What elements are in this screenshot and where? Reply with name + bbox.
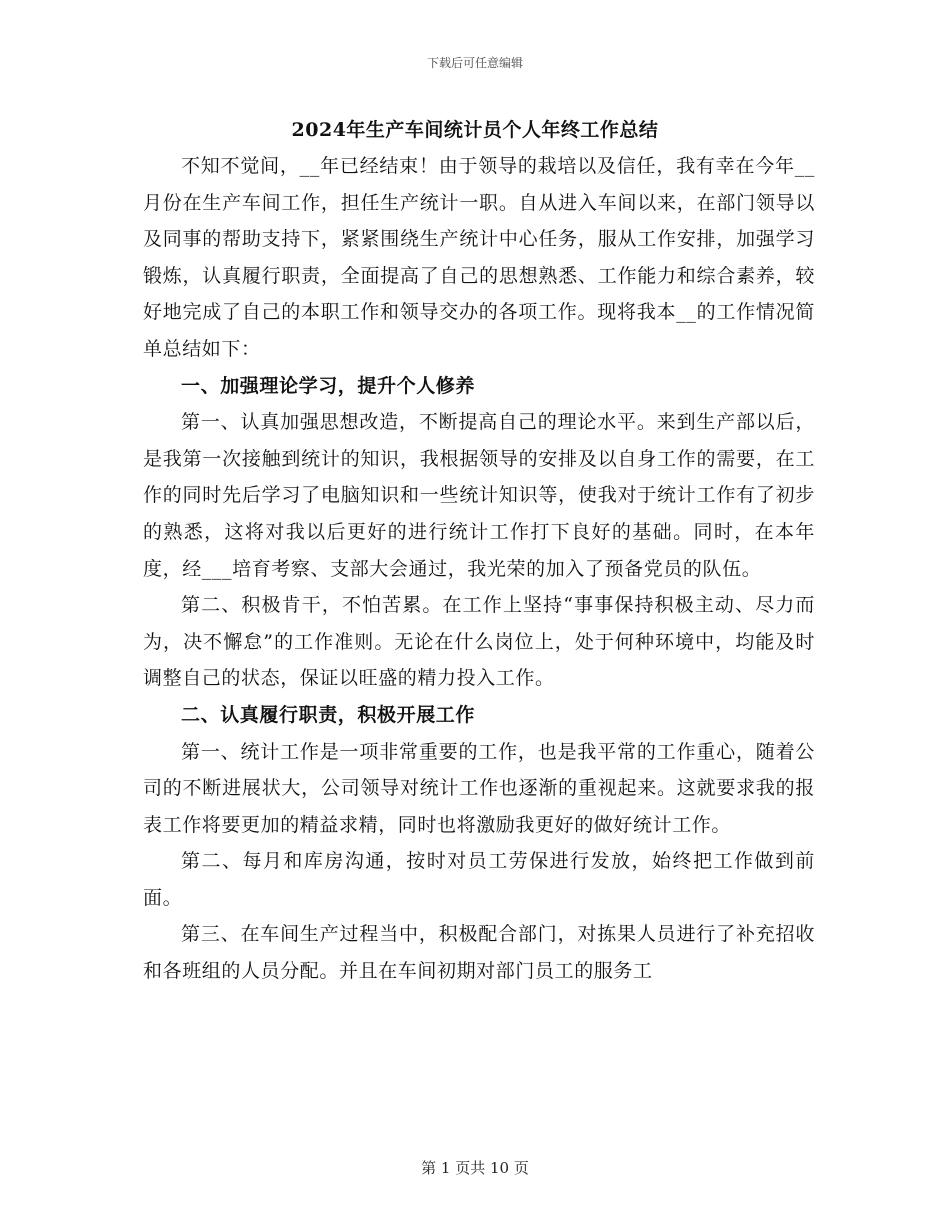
- document-title: 2024年生产车间统计员个人年终工作总结: [291, 119, 659, 141]
- page-header-note: 下载后可任意编辑: [426, 56, 523, 70]
- page-number: 第 1 页共 10 页: [421, 1159, 529, 1177]
- section-heading-1: 一、加强理论学习，提升个人修养: [181, 374, 476, 397]
- paragraph-workshop: 第三、在车间生产过程当中，积极配合部门，对拣果人员进行了补充招收和各班组的人员分配。并且在车间初期对部门员工的服务工: [143, 923, 815, 983]
- paragraph-hardworking: 第二、积极肯干，不怕苦累。在工作上坚持“事事保持积极主动、尽力而为，决不懈怠”的工作准则。无论在什么岗位上，处于何种环境中，均能及时调整自己的状态，保证以旺盛的精力投入工作。: [143, 594, 815, 690]
- paragraph-warehouse: 第二、每月和库房沟通，按时对员工劳保进行发放，始终把工作做到前面。: [143, 850, 815, 909]
- section-heading-2: 二、认真履行职责，积极开展工作: [181, 703, 476, 726]
- document-body: [143, 148, 815, 990]
- paragraph-statistics-work: 第一、统计工作是一项非常重要的工作，也是我平常的工作重心，随着公司的不断进展状大，公司领导对统计工作也逐渐的重视起来。这就要求我的报表工作将要更加的精益求精，同时也将激励我更好的做好统计工作。: [143, 740, 815, 836]
- paragraph-theory-study: 第一、认真加强思想改造，不断提高自己的理论水平。来到生产部以后，是我第一次接触到统计的知识，我根据领导的安排及以自身工作的需要，在工作的同时先后学习了电脑知识和一些统计知识等，使我对于统计工作有了初步的熟悉，这将对我以后更好的进行统计工作打下良好的基础。同时，在本年度，经___培育考察、支部大会通过，我光荣的加入了预备党员的队伍。: [143, 411, 815, 580]
- paragraph-intro: 不知不觉间，__年已经结束！由于领导的栽培以及信任，我有幸在今年__月份在生产车间工作，担任生产统计一职。自从进入车间以来，在部门领导以及同事的帮助支持下，紧紧围绕生产统计中心任务，服从工作安排，加强学习锻炼，认真履行职责，全面提高了自己的思想熟悉、工作能力和综合素养，较好地完成了自己的本职工作和领导交办的各项工作。现将我本__的工作情况简单总结如下：: [143, 155, 815, 360]
